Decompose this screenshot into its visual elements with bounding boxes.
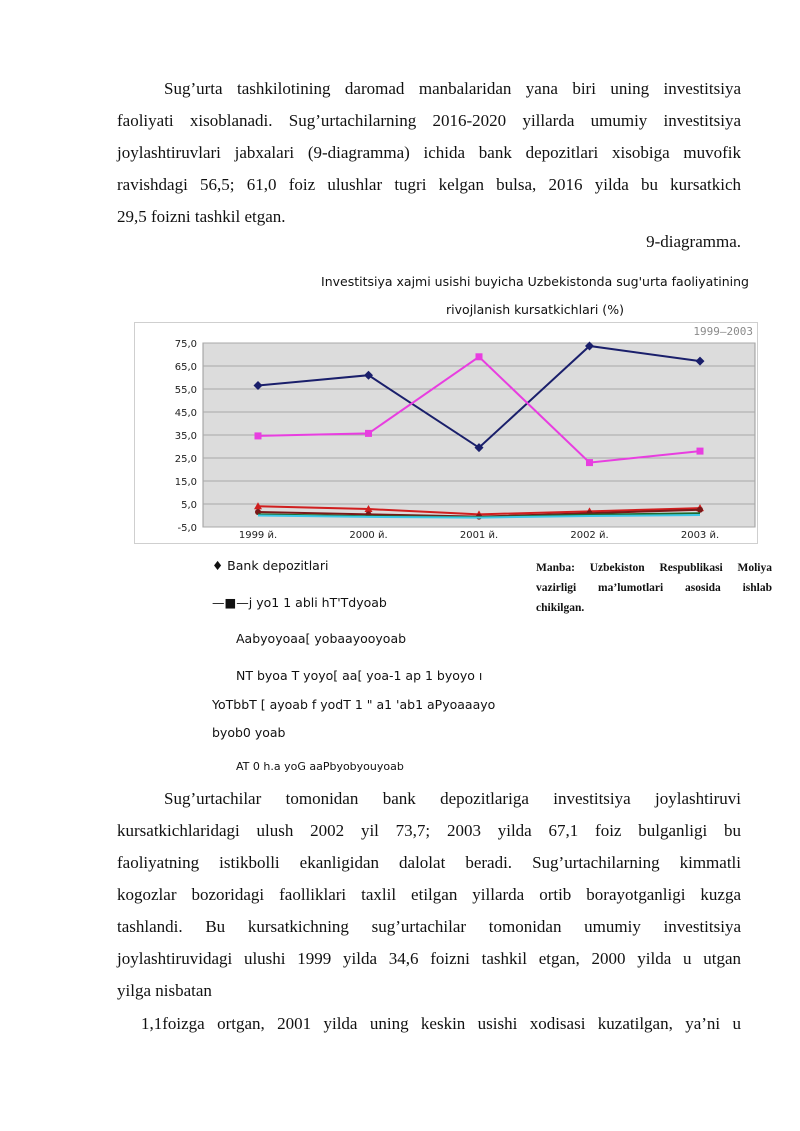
y-tick-label: 45,0 <box>174 408 197 419</box>
legend-item-4a: NT byoa T yoyo[ aa[ yoa-1 ap 1 byoyo ı <box>236 668 483 683</box>
legend-item-3: Aabyoyoaa[ yobaayooyoab <box>236 631 407 646</box>
legend-item-bank-deposits: ♦ Bank depozitlari <box>212 558 329 573</box>
y-tick-label: 75,0 <box>174 339 197 350</box>
data-point <box>697 448 704 455</box>
y-tick-label: -5,0 <box>177 523 197 534</box>
data-point <box>697 507 703 513</box>
y-tick-label: 65,0 <box>174 362 197 373</box>
body-line-1: Sug’urtachilar tomonidan bank depozitlariga investitsiya joylashtiruvi <box>164 789 741 808</box>
intro-line-5: 29,5 foizni tashkil etgan. <box>117 207 286 226</box>
x-tick-label: 2000 й. <box>349 530 388 541</box>
x-tick-label: 2001 й. <box>459 530 499 541</box>
intro-line-2: faoliyati xisoblanadi. Sug’urtachilarning 2016-2020 yillarda umumiy investitsiya <box>117 111 741 130</box>
y-tick-label: 15,0 <box>174 477 197 488</box>
chart-canvas <box>135 323 757 543</box>
y-tick-label: 5,0 <box>181 500 197 511</box>
body-line-6: joylashtiruvidagi ulushi 1999 yilda 34,6 foizni tashkil etgan, 2000 yilda u utgan <box>117 949 741 968</box>
source-line-1: Manba: Uzbekiston Respublikasi Moliya <box>536 562 772 574</box>
legend-item-2: —■—j yo1 1 abli hT'Tdyoab <box>212 595 387 610</box>
y-tick-label: 25,0 <box>174 454 197 465</box>
data-point <box>476 353 483 360</box>
data-point <box>586 459 593 466</box>
x-tick-label: 2003 й. <box>680 530 720 541</box>
intro-line-3: joylashtiruvlari jabxalari (9-diagramma) ichida bank depozitlari xisobiga muvofik <box>117 143 741 162</box>
y-tick-label: 35,0 <box>174 431 197 442</box>
body-line-5: tashlandi. Bu kursatkichning sug’urtachilar tomonidan umumiy investitsiya <box>117 917 741 936</box>
chart-title-line-1: Investitsiya xajmi usishi buyicha Uzbekistonda sug'urta faoliyatining <box>321 274 749 289</box>
x-axis-ticks <box>239 530 719 541</box>
x-tick-label: 2002 й. <box>570 530 609 541</box>
body-line-2: kursatkichlaridagi ulush 2002 yil 73,7; 2003 yilda 67,1 foiz bulganligi bu <box>117 821 741 840</box>
source-line-2: vazirligi ma’lumotlari asosida ishlab <box>536 582 772 594</box>
source-note <box>536 558 772 618</box>
data-point <box>255 432 262 439</box>
chart-title-line-2: rivojlanish kursatkichlari (%) <box>446 302 624 317</box>
y-axis-ticks <box>175 339 197 534</box>
data-point <box>365 430 372 437</box>
chart-corner-label: 1999–2003 <box>693 325 753 338</box>
legend-item-5: AT 0 h.a yoG aaPbyobyouyoab <box>236 760 404 773</box>
y-tick-label: 55,0 <box>174 385 197 396</box>
source-line-3: chikilgan. <box>536 602 585 614</box>
x-tick-label: 1999 й. <box>238 530 278 541</box>
figure-caption: 9-diagramma. <box>646 232 741 251</box>
body-line-3: faoliyatning istikbolli ekanligidan dalolat beradi. Sug’urtachilarning kimmatli <box>117 853 741 872</box>
chart-title <box>300 268 770 324</box>
line-chart <box>134 322 758 544</box>
legend-item-4b: YoTbbT [ ayoab f yodT 1 " a1 'ab1 aPyoaaayo <box>212 697 496 712</box>
legend-item-4c: byob0 yoab <box>212 725 286 740</box>
body-line-8: 1,1foizga ortgan, 2001 yilda uning keskin usishi xodisasi kuzatilgan, ya’ni u <box>141 1014 741 1033</box>
body-line-4: kogozlar bozoridagi faolliklari taxlil etilgan yillarda ortib borayotganligi kuzga <box>117 885 741 904</box>
intro-line-4: ravishdagi 56,5; 61,0 foiz ulushlar tugri kelgan bulsa, 2016 yilda bu kursatkich <box>117 175 741 194</box>
intro-line-1: Sug’urta tashkilotining daromad manbalaridan yana biri uning investitsiya <box>164 79 741 98</box>
body-line-7: yilga nisbatan <box>117 981 212 1000</box>
